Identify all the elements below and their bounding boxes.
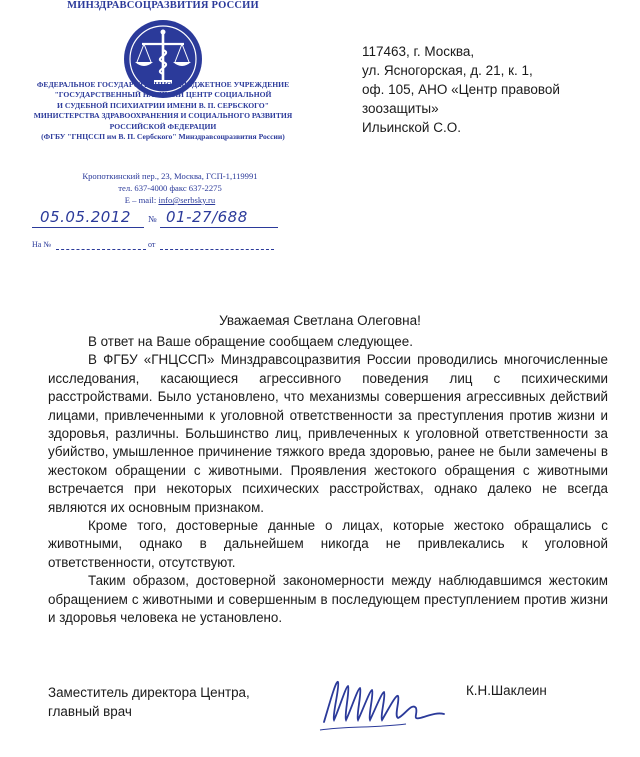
ministry-name: МИНЗДРАВСОЦРАЗВИТИЯ РОССИИ <box>67 0 259 11</box>
body-paragraph: В ФГБУ «ГНЦССП» Минздравсоцразвития России проводились многочисленные исследования, касающиеся агрессивного поведения лиц с психическими расстройствами. Было установлено, что механизмы совершения агрессивных действий лицами, привлеченными к уголовной ответственности за преступления против жизни и здоровья, различны. Большинство лиц, привлеченных к уголовной ответственности за убийство, умышленное причинение тяжкого вреда здоровью, ранее не были замечены в жестоком обращении с животными. Проявления жестокого обращения с животными встречается при некоторых психических расстройствах, однако далеко не всегда являются их основным признаком. <box>48 352 608 515</box>
body-paragraph: Кроме того, достоверные данные о лицах, которые жестоко обращались с животными, однако в дальнейшем никогда не привлекались к уголовной ответственности, отсутствуют. <box>48 518 608 570</box>
body-paragraph: В ответ на Ваше обращение сообщаем следующее. <box>88 334 413 349</box>
reply-reference-line <box>32 240 282 254</box>
addressee-line: 117463, г. Москва, <box>362 44 475 59</box>
addressee-line: ул. Ясногорская, д. 21, к. 1, <box>362 63 533 78</box>
registration-number-label: № <box>148 214 157 224</box>
salutation: Уважаемая Светлана Олеговна! <box>219 313 421 328</box>
email-row <box>70 194 270 206</box>
contact-info <box>70 170 270 206</box>
phone-fax: тел. 637-4000 факс 637-2275 <box>118 183 222 193</box>
postal-address: Кропоткинский пер., 23, Москва, ГСП-1,119991 <box>82 171 258 181</box>
email-label: E – mail: <box>124 195 159 205</box>
letter-body <box>48 333 608 628</box>
signatory-name: К.Н.Шаклеин <box>466 683 547 698</box>
body-paragraph: Таким образом, достоверной закономерности между наблюдавшимся жестоким обращением с животными и совершенным в последующем преступлением против жизни и здоровья человека не установлено. <box>48 573 608 626</box>
date-underline <box>32 227 144 228</box>
registration-number: 01-27/688 <box>166 208 248 226</box>
signatory-title-line: главный врач <box>48 704 132 719</box>
org-line: И СУДЕБНОЙ ПСИХИАТРИИ ИМЕНИ В. П. СЕРБСКОГО" <box>57 100 269 110</box>
addressee-line: зоозащиты» <box>362 101 439 116</box>
signatory-title <box>48 683 308 721</box>
addressee-line: оф. 105, АНО «Центр правовой <box>362 82 560 97</box>
org-line: "ГОСУДАРСТВЕННЫЙ НАУЧНЫЙ ЦЕНТР СОЦИАЛЬНОЙ <box>54 90 272 100</box>
addressee-block <box>362 42 632 137</box>
email-link[interactable]: info@serbsky.ru <box>158 195 216 205</box>
reply-number-blank <box>56 249 146 250</box>
signatory-title-line: Заместитель директора Центра, <box>48 685 250 700</box>
org-line: МИНИСТЕРСТВА ЗДРАВООХРАНЕНИЯ И СОЦИАЛЬНОГО РАЗВИТИЯ <box>33 111 293 121</box>
org-line: (ФГБУ "ГНЦССП им В. П. Сербского" Минздравсоцразвития России) <box>41 132 285 142</box>
handwritten-signature <box>316 672 448 734</box>
org-line: ФЕДЕРАЛЬНОЕ ГОСУДАРСТВЕННОЕ БЮДЖЕТНОЕ УЧРЕЖДЕНИЕ <box>36 80 290 89</box>
organization-name <box>6 80 320 142</box>
addressee-line: Ильинской С.О. <box>362 120 461 135</box>
reply-date-blank <box>160 249 274 250</box>
reply-from-label: от <box>148 240 156 249</box>
reply-number-label: На № <box>32 240 51 249</box>
org-line: РОССИЙСКОЙ ФЕДЕРАЦИИ <box>109 121 217 131</box>
number-underline <box>160 227 278 228</box>
registration-date: 05.05.2012 <box>40 208 131 226</box>
registration-line <box>32 208 282 230</box>
